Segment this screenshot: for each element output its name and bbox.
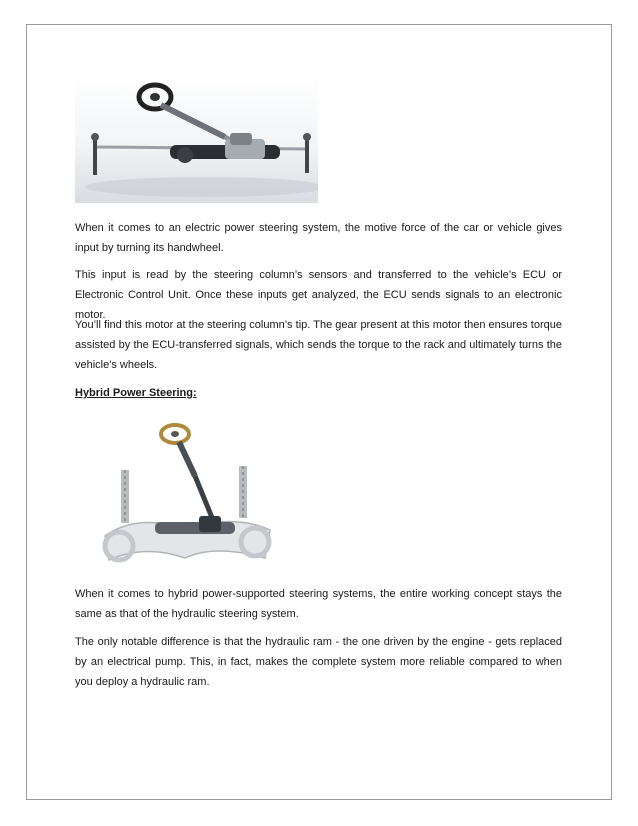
section-heading-hybrid: Hybrid Power Steering: (75, 387, 197, 399)
paragraph-hybrid-intro: When it comes to hybrid power-supported steering systems, the entire working concept stays the same as that of the hydraulic steering system. (75, 588, 562, 620)
hybrid-steering-figure (95, 418, 278, 574)
paragraph-hybrid-difference: The only notable difference is that the hydraulic ram - the one driven by the engine - gets replaced by an electrical pump. This, in fact, makes the complete system more reliable compared to when you deploy a hydraulic ram. (75, 636, 562, 688)
paragraph-motor-torque: You’ll find this motor at the steering column’s tip. The gear present at this motor then ensures torque assisted by the ECU-transferred signals, which sends the torque to the rack and ultimately turns the vehicle's wheels. (75, 319, 562, 371)
hybrid-steering-illustration (95, 418, 278, 574)
paragraph-electric-intro: When it comes to an electric power steering system, the motive force of the car or vehicle gives input by turning its handwheel. (75, 222, 562, 254)
paragraph-ecu-input: This input is read by the steering column’s sensors and transferred to the vehicle’s ECU or Electronic Control Unit. Once these inputs get analyzed, the ECU sends signals to an electronic motor. (75, 269, 562, 321)
electric-steering-figure (75, 75, 318, 203)
electric-steering-illustration (75, 75, 318, 203)
